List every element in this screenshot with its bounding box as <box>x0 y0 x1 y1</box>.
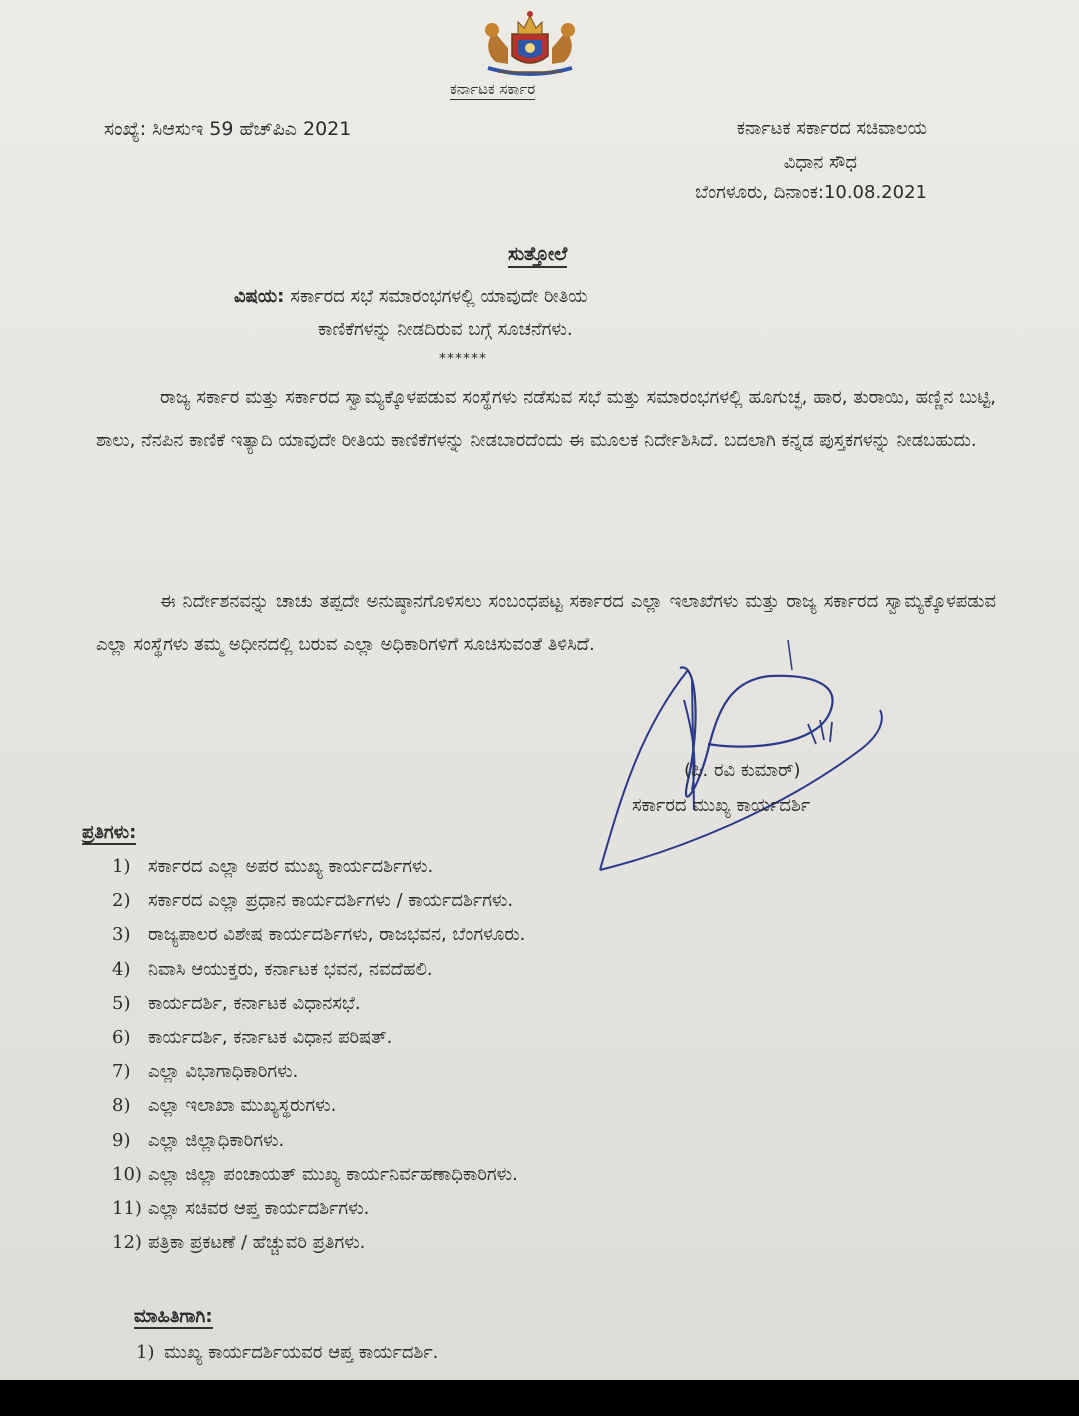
item-text: ಎಲ್ಲಾ ಸಚಿವರ ಆಪ್ತ ಕಾರ್ಯದರ್ಶಿಗಳು. <box>148 1197 370 1219</box>
item-text: ನಿವಾಸಿ ಆಯುಕ್ತರು, ಕರ್ನಾಟಕ ಭವನ, ನವದೆಹಲಿ. <box>148 958 433 980</box>
information-heading: ಮಾಹಿತಿಗಾಗಿ: <box>134 1306 213 1327</box>
reference-number: ಸಂಖ್ಯೆ: ಸಿಆಸುಇ 59 ಹೆಚ್‌ಪಿಎ 2021 <box>104 118 352 140</box>
state-emblem-icon <box>478 4 582 80</box>
bottom-black-bar <box>0 1380 1079 1416</box>
signatory-designation: ಸರ್ಕಾರದ ಮುಖ್ಯ ಕಾರ್ಯದರ್ಶಿ <box>632 795 811 816</box>
item-number: 5) <box>112 992 131 1014</box>
item-number: 3) <box>112 924 131 946</box>
date-line: ಬೆಂಗಳೂರು, ದಿನಾಂಕ:10.08.2021 <box>695 182 927 203</box>
item-number: 6) <box>112 1026 131 1048</box>
list-item <box>112 1061 525 1095</box>
subject-line-2: ಕಾಣಿಕೆಗಳನ್ನು ನೀಡದಿರುವ ಬಗ್ಗೆ ಸೂಚನೆಗಳು. <box>318 319 573 340</box>
list-item <box>112 1232 525 1266</box>
paragraph-2: ಈ ನಿರ್ದೇಶನವನ್ನು ಚಾಚು ತಪ್ಪದೇ ಅನುಷ್ಠಾನಗೊಳಿಸಲು ಸಂಬಂಧಪಟ್ಟ ಸರ್ಕಾರದ ಎಲ್ಲಾ ಇಲಾಖೆಗಳು ಮತ್ತು ರಾಜ್ಯ ಸರ್ಕಾರದ ಸ್ವಾಮ್ಯಕ್ಕೊಳಪಡುವ ಎಲ್ಲಾ ಸಂಸ್ಥೆಗಳು ತಮ್ಮ ಅಧೀನದಲ್ಲಿ ಬರುವ ಎಲ್ಲಾ ಅಧಿಕಾರಿಗಳಿಗೆ ಸೂಚಿಸುವಂತೆ ತಿಳಿಸಿದೆ. <box>96 591 996 655</box>
item-number: 9) <box>112 1129 131 1151</box>
item-number: 8) <box>112 1095 131 1117</box>
list-item <box>112 1027 525 1061</box>
document-heading: ಸುತ್ತೋಲೆ <box>508 243 567 268</box>
subject-label: ವಿಷಯ: <box>234 286 285 307</box>
item-text: ಕಾರ್ಯದರ್ಶಿ, ಕರ್ನಾಟಕ ವಿಧಾನಸಭೆ. <box>148 992 361 1014</box>
government-name: ಕರ್ನಾಟಕ ಸರ್ಕಾರ <box>450 80 536 98</box>
item-text: ಎಲ್ಲಾ ಜಿಲ್ಲಾಧಿಕಾರಿಗಳು. <box>148 1129 285 1151</box>
item-text: ಸರ್ಕಾರದ ಎಲ್ಲಾ ಪ್ರಧಾನ ಕಾರ್ಯದರ್ಶಿಗಳು / ಕಾರ್ಯದರ್ಶಿಗಳು. <box>148 890 514 912</box>
list-item <box>112 890 525 924</box>
item-text: ಎಲ್ಲಾ ವಿಭಾಗಾಧಿಕಾರಿಗಳು. <box>148 1061 299 1083</box>
item-number: 12) <box>112 1232 142 1254</box>
address-line-1: ಕರ್ನಾಟಕ ಸರ್ಕಾರದ ಸಚಿವಾಲಯ <box>736 118 927 139</box>
item-text: ಕಾರ್ಯದರ್ಶಿ, ಕರ್ನಾಟಕ ವಿಧಾನ ಪರಿಷತ್. <box>148 1026 393 1048</box>
separator: ****** <box>439 351 487 367</box>
item-text: ಎಲ್ಲಾ ಜಿಲ್ಲಾ ಪಂಚಾಯತ್ ಮುಖ್ಯ ಕಾರ್ಯನಿರ್ವಹಣಾಧಿಕಾರಿಗಳು. <box>148 1163 518 1185</box>
item-text: ಮುಖ್ಯ ಕಾರ್ಯದರ್ಶಿಯವರ ಆಪ್ತ ಕಾರ್ಯದರ್ಶಿ. <box>164 1342 439 1363</box>
item-number: 1) <box>112 856 131 877</box>
list-item <box>112 1198 525 1232</box>
paragraph-1: ರಾಜ್ಯ ಸರ್ಕಾರ ಮತ್ತು ಸರ್ಕಾರದ ಸ್ವಾಮ್ಯಕ್ಕೊಳಪಡುವ ಸಂಸ್ಥೆಗಳು ನಡೆಸುವ ಸಭೆ ಮತ್ತು ಸಮಾರಂಭಗಳಲ್ಲಿ ಹೂಗುಚ್ಛ, ಹಾರ, ತುರಾಯಿ, ಹಣ್ಣಿನ ಬುಟ್ಟಿ, ಶಾಲು, ನೆನಪಿನ ಕಾಣಿಕೆ ಇತ್ಯಾದಿ ಯಾವುದೇ ರೀತಿಯ ಕಾಣಿಕೆಗಳನ್ನು ನೀಡಬಾರದೆಂದು ಈ ಮೂಲಕ ನಿರ್ದೇಶಿಸಿದೆ. ಬದಲಾಗಿ ಕನ್ನಡ ಪುಸ್ತಕಗಳನ್ನು ನೀಡಬಹುದು. <box>96 387 996 451</box>
signatory-name: (ಪಿ. ರವಿ ಕುಮಾರ್) <box>684 760 801 781</box>
list-item <box>136 1342 596 1378</box>
item-number: 1) <box>136 1342 155 1363</box>
list-item <box>112 1130 525 1164</box>
copies-list <box>112 856 525 1266</box>
copies-heading: ಪ್ರತಿಗಳು: <box>82 822 137 843</box>
item-number: 7) <box>112 1061 131 1083</box>
subject-line-1 <box>234 286 588 307</box>
list-item <box>112 959 525 993</box>
item-number: 10) <box>112 1163 142 1185</box>
item-number: 4) <box>112 958 131 980</box>
list-item <box>112 1164 525 1198</box>
item-text: ಪತ್ರಿಕಾ ಪ್ರಕಟಣೆ / ಹೆಚ್ಚುವರಿ ಪ್ರತಿಗಳು. <box>148 1232 366 1254</box>
item-text: ಸರ್ಕಾರದ ಎಲ್ಲಾ ಅಪರ ಮುಖ್ಯ ಕಾರ್ಯದರ್ಶಿಗಳು. <box>148 856 434 877</box>
handwritten-signature <box>580 640 920 870</box>
address-line-2: ವಿಧಾನ ಸೌಧ <box>783 152 857 173</box>
item-number: 11) <box>112 1197 142 1219</box>
subject-text-1: ಸರ್ಕಾರದ ಸಭೆ ಸಮಾರಂಭಗಳಲ್ಲಿ ಯಾವುದೇ ರೀತಿಯ <box>290 286 588 307</box>
item-number: 2) <box>112 890 131 912</box>
list-item <box>112 924 525 958</box>
item-text: ಎಲ್ಲಾ ಇಲಾಖಾ ಮುಖ್ಯಸ್ಥರುಗಳು. <box>148 1095 337 1117</box>
list-item <box>112 1095 525 1129</box>
list-item <box>112 856 525 890</box>
item-text: ರಾಜ್ಯಪಾಲರ ವಿಶೇಷ ಕಾರ್ಯದರ್ಶಿಗಳು, ರಾಜಭವನ, ಬೆಂಗಳೂರು. <box>148 924 526 946</box>
list-item <box>112 993 525 1027</box>
